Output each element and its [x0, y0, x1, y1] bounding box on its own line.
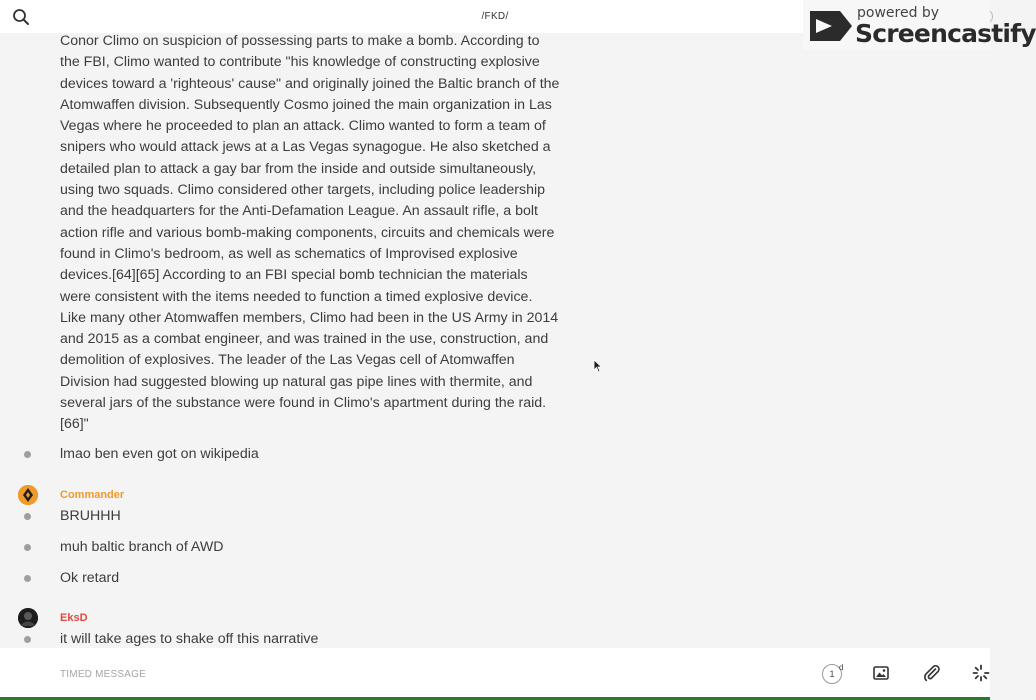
sparkle-icon[interactable]	[972, 664, 990, 687]
message-text: muh baltic branch of AWD	[60, 539, 224, 555]
timer-unit: d	[839, 663, 844, 672]
image-icon[interactable]	[873, 665, 889, 686]
paperclip-icon[interactable]	[923, 664, 941, 687]
message-text: BRUHHH	[60, 508, 121, 524]
channel-title: /FKD/	[481, 11, 509, 22]
message-list[interactable]	[0, 33, 990, 648]
watermark-powered-by: powered by	[857, 5, 940, 21]
message-bullet	[24, 513, 31, 520]
chat-header	[0, 0, 1036, 48]
timer-icon[interactable]: 1	[822, 664, 842, 684]
author-name[interactable]: EksD	[60, 612, 88, 624]
avatar-eksd[interactable]	[18, 608, 38, 628]
message-text: lmao ben even got on wikipedia	[60, 446, 259, 462]
avatar-commander[interactable]	[18, 485, 38, 505]
author-name[interactable]: Commander	[60, 489, 125, 501]
cursor-icon	[593, 359, 603, 378]
message-text: it will take ages to shake off this narrative	[60, 631, 319, 647]
message-input[interactable]	[60, 664, 760, 684]
message-text-long: Conor Climo on suspicion of possessing parts to make a bomb. According to the FBI, Climo wanted to contribute "his knowledge of constructing explosive devices toward a 'righteous' cause" and originally joined the Baltic branch of the Atomwaffen division. Subsequently Cosmo joined the main organization in Las Vegas where he proceeded to plan an attack. Climo wanted to form a team of snipers who would attack jews at a Las Vegas synagogue. He also sketched a detailed plan to attack a gay bar from the inside and outside simultaneously, using two squads. Climo considered other targets, including police leadership and the headquarters for the Anti-Defamation League. An assault rifle, a bolt action rifle and various bomb-making components, circuits and chemicals were found in Climo's bedroom, as well as schematics of Improvised explosive devices.[64][65] According to an FBI special bomb technician the materials were consistent with the items needed to function a timed explosive device. Like many other Atomwaffen members, Climo had been in the US Army in 2014 and 2015 as a combat engineer, and was trained in the use, construction, and demolition of explosives. The leader of the Las Vegas cell of Atomwaffen Division had suggested blowing up natural gas pipe lines with thermite, and several jars of the substance were found in Climo's apartment during the raid.[66]"	[60, 33, 560, 433]
message-bullet	[24, 544, 31, 551]
watermark-brand: Screencastify	[855, 19, 1036, 48]
message-bullet	[24, 451, 31, 458]
message-bullet	[24, 575, 31, 582]
message-bullet	[24, 636, 31, 643]
message-composer	[0, 648, 990, 700]
message-text: Ok retard	[60, 570, 120, 586]
